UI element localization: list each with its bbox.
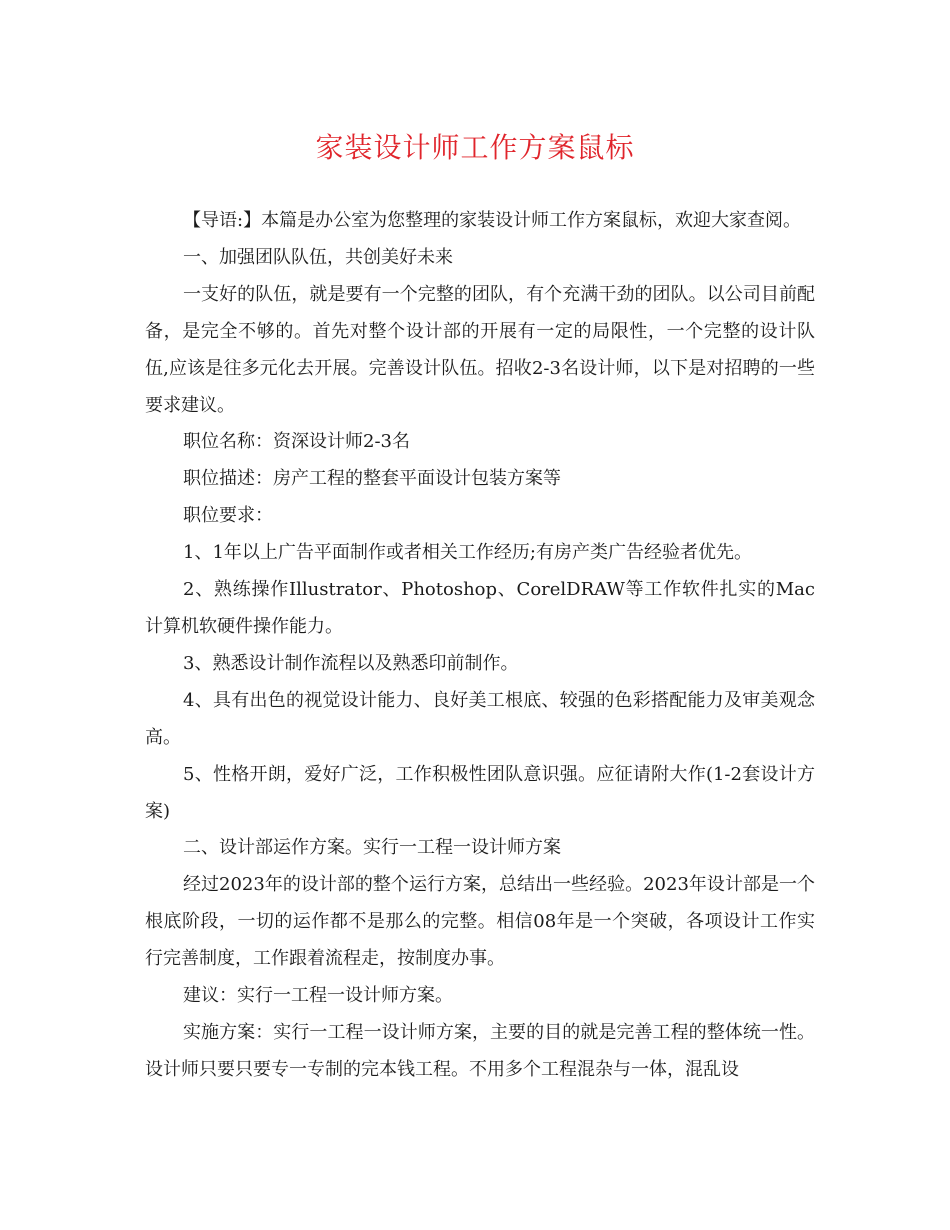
paragraph-implementation: 实施方案：实行一工程一设计师方案，主要的目的就是完善工程的整体统一性。设计师只要只要专一专制的完本钱工程。不用多个工程混杂与一体，混乱设	[145, 1021, 815, 1080]
paragraph-job-requirements: 职位要求：	[183, 505, 273, 527]
paragraph-experience: 经过2023年的设计部的整个运行方案，总结出一些经验。2023年设计部是一个根底阶段，一切的运作都不是那么的完整。相信08年是一个突破，各项设计工作实行完善制度，工作跟着流程走，按制度办事。	[145, 874, 815, 970]
paragraph-team: 一支好的队伍，就是要有一个完整的团队，有个充满干劲的团队。以公司目前配备，是完全不够的。首先对整个设计部的开展有一定的局限性，一个完整的设计队伍,应该是往多元化去开展。完善设计队伍。招收2-3名设计师，以下是对招聘的一些要求建议。	[145, 283, 815, 416]
requirement-item-2: 2、熟练操作Illustrator、Photoshop、CorelDRAW等工作软件扎实的Mac计算机软硬件操作能力。	[145, 579, 815, 637]
paragraph-job-title: 职位名称：资深设计师2-3名	[183, 431, 410, 453]
requirement-item-4: 4、具有出色的视觉设计能力、良好美工根底、较强的色彩搭配能力及审美观念高。	[145, 689, 815, 748]
requirement-item-5: 5、性格开朗，爱好广泛，工作积极性团队意识强。应征请附大作(1-2套设计方案)	[145, 763, 815, 822]
requirement-item-3: 3、熟悉设计制作流程以及熟悉印前制作。	[183, 652, 519, 674]
requirement-item-1: 1、1年以上广告平面制作或者相关工作经历;有房产类广告经验者优先。	[183, 542, 752, 564]
paragraph-suggestion: 建议：实行一工程一设计师方案。	[183, 985, 453, 1007]
heading-section-2: 二、设计部运作方案。实行一工程一设计师方案	[183, 837, 561, 859]
page-title: 家装设计师工作方案鼠标	[315, 131, 635, 164]
heading-section-1: 一、加强团队队伍，共创美好未来	[183, 246, 453, 268]
paragraph-intro: 【导语:】本篇是办公室为您整理的家装设计师工作方案鼠标，欢迎大家查阅。	[183, 210, 802, 231]
paragraph-job-description: 职位描述：房产工程的整套平面设计包装方案等	[183, 468, 561, 490]
document-body	[145, 203, 815, 1089]
